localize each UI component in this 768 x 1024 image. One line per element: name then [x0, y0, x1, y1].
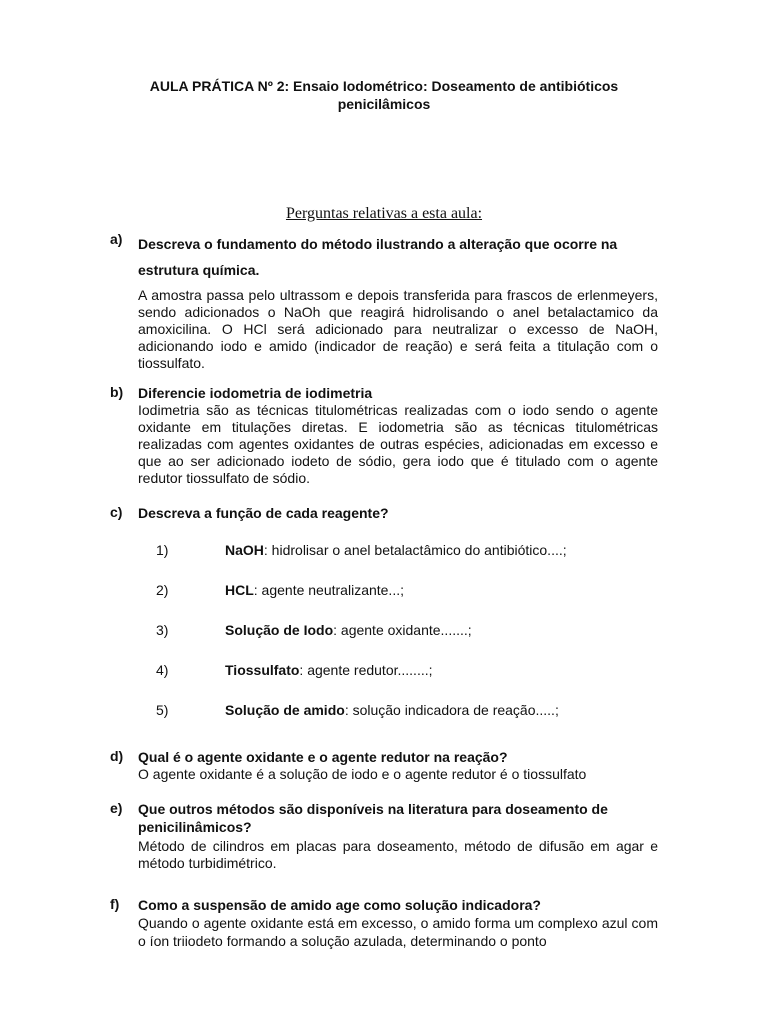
item-number: 2) [156, 582, 169, 598]
question-text: Descreva a função de cada reagente? [138, 505, 389, 521]
question-text: Como a suspensão de amido age como solução indicadora? [138, 897, 541, 913]
item-number: 1) [156, 542, 169, 558]
list-item [156, 621, 656, 661]
question-d [110, 748, 658, 783]
reagent-name: Solução de Iodo [225, 622, 334, 638]
item-number: 3) [156, 622, 169, 638]
reagent-name: Solução de amido [225, 702, 345, 718]
section-subtitle: Perguntas relativas a esta aula: [285, 205, 483, 222]
question-letter: c) [110, 504, 123, 520]
answer-text: Método de cilindros em placas para doseamento, método de difusão em agar e método turbidimétrico. [138, 838, 658, 871]
item-number: 5) [156, 702, 169, 718]
reagent-description: : agente redutor........; [299, 662, 433, 678]
question-text: Descreva o fundamento do método ilustrando a alteração que ocorre na estrutura química. [138, 236, 618, 278]
reagent-description: : solução indicadora de reação.....; [344, 702, 559, 718]
question-letter: b) [110, 384, 124, 400]
document-title: AULA PRÁTICA Nº 2: Ensaio Iodométrico: Doseamento de antibióticos penicilâmicos [149, 78, 619, 112]
question-text: Qual é o agente oxidante e o agente redutor na reação? [138, 749, 508, 765]
question-text: Diferencie iodometria de iodimetria [138, 385, 373, 401]
reagent-name: NaOH [225, 542, 264, 558]
question-a [110, 231, 658, 372]
question-letter: e) [110, 800, 123, 816]
question-text: Que outros métodos são disponíveis na literatura para doseamento de penicilinâmicos? [138, 801, 608, 835]
question-c [110, 504, 658, 522]
reagent-name: Tiossulfato [225, 662, 300, 678]
answer-text: A amostra passa pelo ultrassom e depois transferida para frascos de erlenmeyers, sendo adicionados o NaOh que reagirá hidrolisando o anel betalactamico da amoxicilina. O HCl será adicionado para neutralizar o excesso de NaOH, adicionando iodo e amido (indicador de reação) e será feita a titulação com o tiossulfato. [138, 287, 658, 371]
reagent-description: : agente oxidante.......; [333, 622, 472, 638]
list-item [156, 701, 656, 741]
reagent-list [156, 541, 656, 741]
reagent-name: HCL [225, 582, 254, 598]
list-item [156, 581, 656, 621]
answer-text: Iodimetria são as técnicas titulométricas realizadas com o iodo sendo o agente oxidante em titulações diretas. E iodometria são as técnicas titulométricas realizadas com agentes oxidantes de outras espécies, adicionadas em excesso e que ao ser adicionado iodeto de sódio, gera iodo que é titulado com o agente redutor tiossulfato de sódio. [138, 402, 658, 486]
item-number: 4) [156, 662, 169, 678]
reagent-description: : hidrolisar o anel betalactâmico do antibiótico....; [263, 542, 567, 558]
question-letter: f) [110, 896, 120, 912]
question-letter: a) [110, 231, 123, 247]
answer-text: Quando o agente oxidante está em excesso, o amido forma um complexo azul com o íon triiodeto formando a solução azulada, determinando o ponto [138, 915, 658, 949]
question-letter: d) [110, 748, 124, 764]
reagent-description: : agente neutralizante...; [253, 582, 404, 598]
question-f [110, 896, 658, 950]
list-item [156, 541, 656, 581]
question-e [110, 800, 658, 872]
question-b [110, 384, 658, 487]
list-item [156, 661, 656, 701]
answer-text: O agente oxidante é a solução de iodo e o agente redutor é o tiossulfato [138, 766, 587, 782]
